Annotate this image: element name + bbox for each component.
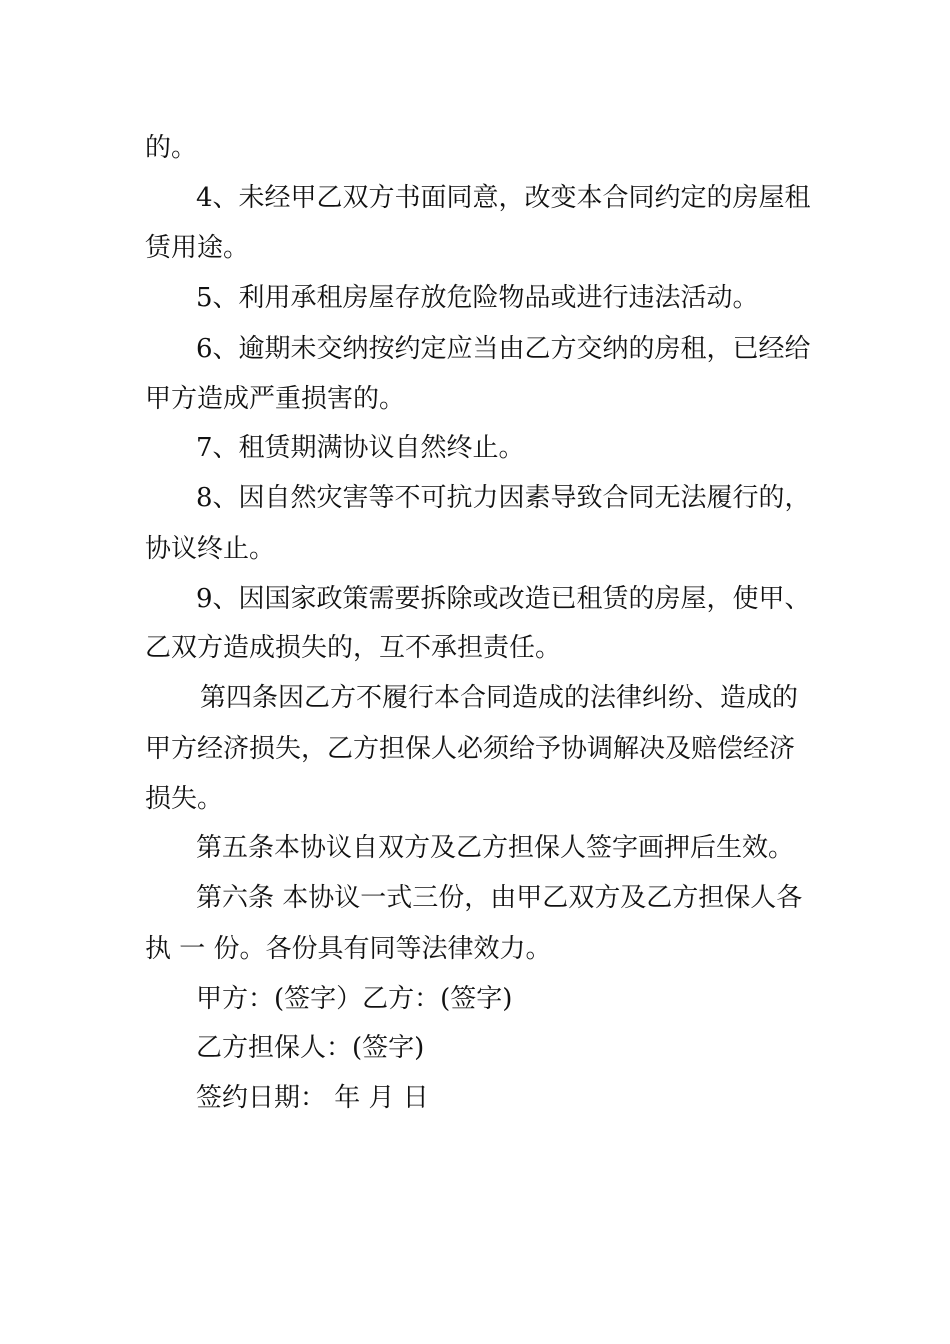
- signing-date-line: 签约日期： 年 月 日: [196, 1083, 429, 1113]
- text-line: 7、租赁期满协议自然终止。: [196, 433, 525, 463]
- text-line: 的。: [145, 133, 198, 163]
- text-line: 第六条 本协议一式三份，由甲乙双方及乙方担保人各: [196, 883, 803, 913]
- text-line: 9、因国家政策需要拆除或改造已租赁的房屋，使甲、: [196, 584, 811, 614]
- text-line: 执 一 份。各份具有同等法律效力。: [145, 934, 552, 964]
- text-line: 损失。: [145, 784, 224, 814]
- signature-line: 甲方：(签字）乙方：(签字): [196, 984, 513, 1014]
- text-line: 第四条因乙方不履行本合同造成的法律纠纷、造成的: [200, 683, 799, 713]
- signature-line: 乙方担保人：(签字): [196, 1033, 425, 1063]
- text-line: 赁用途。: [145, 233, 250, 263]
- text-line: 协议终止。: [145, 534, 276, 564]
- text-line: 第五条本协议自双方及乙方担保人签字画押后生效。: [196, 833, 795, 863]
- text-line: 6、逾期未交纳按约定应当由乙方交纳的房租，已经给: [196, 334, 811, 364]
- text-line: 甲方经济损失，乙方担保人必须给予协调解决及赔偿经济: [145, 734, 796, 764]
- text-line: 5、利用承租房屋存放危险物品或进行违法活动。: [196, 283, 759, 313]
- text-line: 甲方造成严重损害的。: [145, 384, 406, 414]
- text-line: 乙双方造成损失的，互不承担责任。: [145, 633, 562, 663]
- text-line: 8、因自然灾害等不可抗力因素导致合同无法履行的，: [196, 483, 811, 513]
- text-line: 4、未经甲乙双方书面同意，改变本合同约定的房屋租: [196, 183, 811, 213]
